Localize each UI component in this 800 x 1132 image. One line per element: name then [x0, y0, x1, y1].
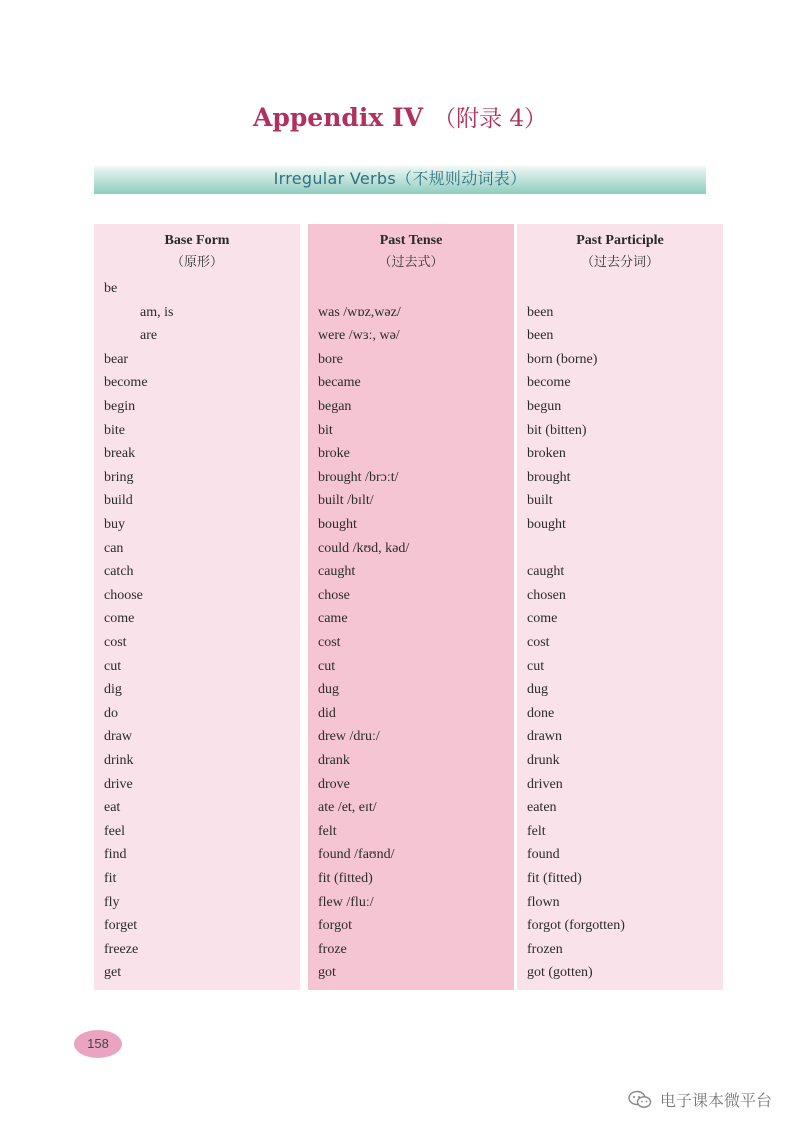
column-header-cn: （原形） [170, 255, 223, 270]
column-header-en: Past Participle [576, 233, 664, 248]
cell-pp: come [527, 611, 558, 627]
cell-past: drank [318, 753, 350, 768]
column-header [308, 230, 514, 274]
cell-past: flew /fluː/ [318, 894, 374, 910]
cell-pp: felt [527, 823, 546, 839]
cell-base: find [104, 847, 127, 863]
cell-base: draw [104, 729, 132, 745]
cell-base: do [104, 705, 118, 721]
cell-pp: eaten [527, 800, 557, 816]
cell-pp: brought [527, 469, 571, 485]
cell-base: cost [104, 635, 127, 650]
column-header-cn: （过去分词） [580, 255, 659, 270]
cell-past: built /bɪlt/ [318, 493, 374, 509]
cell-pp: driven [527, 776, 563, 792]
cell-base: dig [104, 682, 122, 698]
cell-pp: cut [527, 658, 545, 674]
cell-pp: broken [527, 446, 566, 462]
column-past-tense [308, 224, 514, 990]
section-banner: Irregular Verbs（不规则动词表） [94, 164, 706, 194]
cell-base: become [104, 375, 148, 391]
cell-pp: done [527, 705, 555, 721]
cell-base: bite [104, 422, 125, 438]
cell-pp: begun [527, 399, 562, 414]
cell-base: break [104, 446, 136, 462]
cell-pp: forgot (forgotten) [527, 918, 625, 934]
cell-past: fit (fitted) [318, 871, 373, 886]
cell-pp: caught [527, 564, 565, 580]
cell-pp: built [527, 493, 553, 509]
cell-past: began [318, 399, 352, 414]
cell-past: bore [318, 351, 343, 367]
cell-base: can [104, 540, 124, 556]
cell-past: chose [318, 587, 350, 603]
page-number-badge: 158 [74, 1030, 122, 1058]
cell-base: fit [104, 871, 117, 886]
cell-pp: dug [527, 682, 548, 698]
cell-past: felt [318, 823, 337, 839]
cell-past: forgot [318, 918, 352, 934]
cell-past: drove [318, 776, 350, 792]
cell-past: did [318, 705, 336, 721]
cell-pp: been [527, 328, 554, 344]
column-header-en: Base Form [164, 233, 230, 248]
cell-pp: become [527, 375, 571, 391]
wechat-icon [628, 1090, 652, 1110]
column-header [517, 230, 723, 274]
cell-base: are [140, 328, 158, 344]
cell-pp: bit (bitten) [527, 422, 587, 438]
cell-past: drew /druː/ [318, 729, 380, 745]
cell-past: broke [318, 446, 350, 462]
cell-past: cut [318, 658, 336, 674]
cell-base: build [104, 493, 133, 509]
cell-base: come [104, 611, 135, 627]
cell-pp: fit (fitted) [527, 871, 582, 886]
cell-past: was /wɒz,wəz/ [318, 304, 401, 320]
cell-past: cost [318, 635, 341, 650]
cell-past: froze [318, 941, 347, 957]
cell-past: got [318, 965, 336, 981]
cell-pp: drunk [527, 753, 560, 768]
cell-base: drive [104, 776, 133, 792]
cell-past: caught [318, 564, 356, 580]
cell-pp: found [527, 847, 560, 863]
cell-past: dug [318, 682, 339, 698]
column-base-form [94, 224, 300, 990]
cell-base: be [104, 281, 118, 296]
cell-past: ate /et, eɪt/ [318, 800, 377, 816]
cell-past: became [318, 375, 361, 391]
cell-base: begin [104, 399, 136, 414]
column-header [94, 230, 300, 274]
page-title [0, 100, 800, 133]
cell-past: came [318, 611, 348, 627]
cell-base: bring [104, 469, 134, 485]
cell-pp: got (gotten) [527, 965, 593, 981]
title-cn: （附录 4） [433, 106, 548, 132]
cell-base: freeze [104, 941, 139, 957]
cell-pp: cost [527, 635, 550, 650]
column-header-cn: （过去式） [378, 255, 444, 270]
cell-pp: drawn [527, 729, 562, 745]
title-en: Appendix IV [252, 103, 424, 132]
cell-pp: been [527, 304, 554, 320]
cell-base: eat [104, 800, 121, 816]
cell-base: feel [104, 823, 125, 839]
cell-base: forget [104, 918, 138, 934]
cell-pp: flown [527, 894, 560, 910]
cell-base: get [104, 965, 122, 981]
cell-past: could /kʊd, kəd/ [318, 540, 410, 556]
cell-past: bought [318, 517, 357, 532]
cell-base: buy [104, 517, 125, 532]
watermark [628, 1088, 772, 1111]
cell-base: fly [104, 894, 120, 910]
cell-pp: bought [527, 517, 566, 532]
cell-past: found /faʊnd/ [318, 847, 395, 863]
cell-past: were /wɜː, wə/ [318, 328, 400, 344]
cell-past: brought /brɔːt/ [318, 469, 399, 485]
cell-base: choose [104, 587, 143, 603]
cell-base: drink [104, 753, 134, 768]
cell-base: bear [104, 351, 129, 367]
cell-base: am, is [140, 304, 174, 320]
column-header-en: Past Tense [379, 233, 443, 248]
column-past-participle [517, 224, 723, 990]
cell-past: bit [318, 422, 333, 438]
cell-pp: frozen [527, 941, 563, 957]
cell-base: catch [104, 564, 134, 580]
cell-pp: born (borne) [527, 351, 598, 367]
cell-base: cut [104, 658, 122, 674]
watermark-text: 电子课本微平台 [659, 1091, 772, 1110]
cell-pp: chosen [527, 587, 566, 603]
